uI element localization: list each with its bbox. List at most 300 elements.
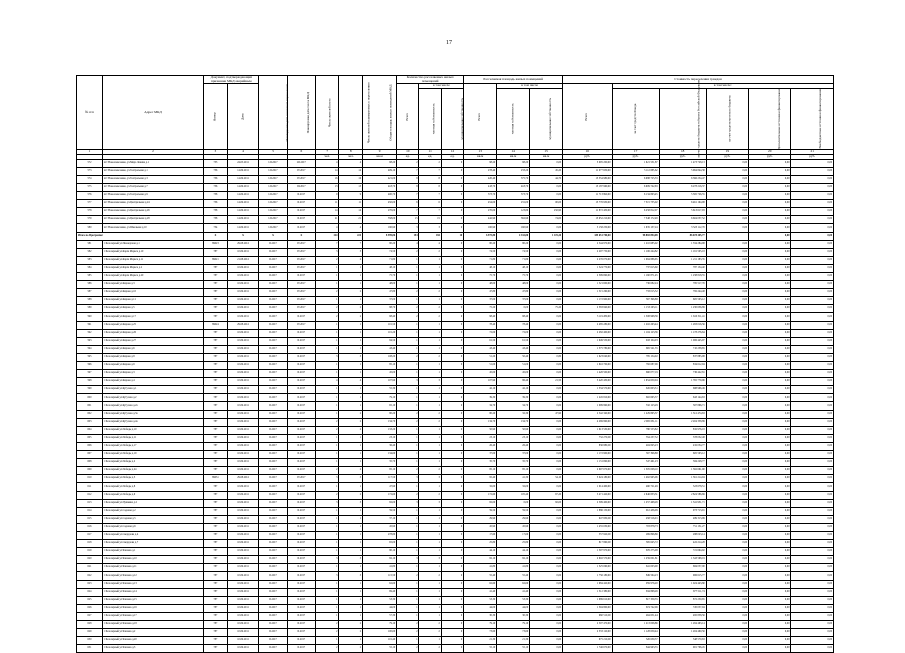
table-cell: 0,00	[706, 459, 748, 467]
table-cell: 115,50	[363, 572, 397, 580]
table-cell: 1 178 276,64	[659, 329, 706, 337]
table-cell: 13	[339, 183, 363, 191]
table-cell: 1	[397, 588, 419, 596]
table-cell: 0,00	[706, 604, 748, 612]
table-cell: 43,40	[464, 345, 497, 353]
table-cell: 959 976,20	[612, 580, 659, 588]
table-cell: 0,00	[749, 491, 791, 499]
table-cell: 2 383 840,00	[563, 305, 612, 313]
table-row	[77, 394, 834, 402]
table-cell: 1	[419, 386, 441, 394]
table-cell: 3 119 280,00	[563, 313, 612, 321]
table-cell: II.2017	[287, 192, 315, 200]
table-cell: 0,00	[791, 410, 834, 418]
table-cell: 1 210 685,02	[612, 240, 659, 248]
table-cell: 1	[339, 394, 363, 402]
table-cell: 73,60	[497, 629, 530, 637]
table-cell: 10.09.2011	[227, 402, 259, 410]
table-cell: 100,60	[363, 629, 397, 637]
table-cell: 0,00	[706, 612, 748, 620]
table-cell: 80,20	[464, 240, 497, 248]
column-number: 4	[227, 150, 259, 155]
table-cell: 586	[77, 281, 103, 289]
data-table	[76, 75, 834, 653]
table-cell: 1	[339, 540, 363, 548]
table-cell: 1	[339, 523, 363, 531]
table-cell: II.2017	[259, 604, 287, 612]
table-cell: 1	[419, 596, 441, 604]
table-cell: г Белозерный ул.Победы д.19	[102, 451, 203, 459]
table-cell: 418,70	[363, 183, 397, 191]
table-cell: 1 473 728,13	[659, 159, 706, 167]
table-cell: 71,80	[497, 256, 530, 264]
table-cell: 2	[397, 491, 419, 499]
table-cell: 787	[204, 491, 228, 499]
table-cell: 0,00	[706, 264, 748, 272]
table-cell: 912 436,09	[612, 507, 659, 515]
table-cell: IV.2017	[287, 297, 315, 305]
table-cell: 0,00	[791, 540, 834, 548]
table-cell: 787	[204, 451, 228, 459]
table-cell: 0,00	[530, 596, 563, 604]
table-cell: II.2017	[259, 337, 287, 345]
resettlement-table	[76, 75, 834, 650]
table-cell: 943 104,03	[612, 337, 659, 345]
column-number: 13	[464, 150, 497, 155]
table-cell: 0,00	[706, 645, 748, 653]
table-cell: 604	[77, 426, 103, 434]
table-cell: 0,00	[530, 313, 563, 321]
table-cell: 0,00	[706, 580, 748, 588]
table-row	[77, 467, 834, 475]
table-cell: II.2017	[287, 621, 315, 629]
table-cell: 0	[441, 612, 463, 620]
table-cell: 0	[441, 580, 463, 588]
table-cell: 10.09.2011	[227, 548, 259, 556]
table-cell: 10.09.2011	[227, 515, 259, 523]
table-cell: 787	[204, 515, 228, 523]
table-cell: 837 885,98	[659, 353, 706, 361]
table-cell: 7 315 735,02	[612, 200, 659, 208]
table-cell: 0,00	[791, 159, 834, 167]
table-cell: 10.09.2011	[227, 531, 259, 539]
table-cell: 0,00	[791, 345, 834, 353]
table-cell: 2 602 570,00	[563, 556, 612, 564]
table-row	[77, 353, 834, 361]
table-cell: II.2017	[259, 491, 287, 499]
table-cell: II.2017	[259, 556, 287, 564]
table-cell: 1 229 865,37	[612, 410, 659, 418]
table-cell: 0,00	[706, 248, 748, 256]
table-cell: 817 359,35	[612, 596, 659, 604]
table-cell: 584 228,77	[659, 459, 706, 467]
table-cell: 0,00	[749, 580, 791, 588]
table-cell: 2 065 631,11	[612, 418, 659, 426]
table-cell: 3	[397, 378, 419, 386]
column-number: 3	[204, 150, 228, 155]
table-cell: 231,00	[497, 200, 530, 208]
table-cell: 0,00	[530, 523, 563, 531]
table-cell: 0,00	[791, 264, 834, 272]
table-cell: 0,00	[791, 353, 834, 361]
table-row	[77, 499, 834, 507]
table-cell: 89023	[204, 240, 228, 248]
table-cell: 587	[77, 289, 103, 297]
table-cell: 1 312 380,00	[563, 588, 612, 596]
table-cell: 0,00	[706, 499, 748, 507]
table-cell: 720 057,94	[659, 604, 706, 612]
table-cell: 0,00	[791, 256, 834, 264]
table-cell: 0,00	[530, 556, 563, 564]
table-cell: 787	[204, 305, 228, 313]
header-rooms-private: частная собственность	[419, 89, 441, 150]
table-cell: 787	[204, 248, 228, 256]
table-cell: 0	[441, 540, 463, 548]
table-cell: 0	[441, 418, 463, 426]
table-cell: 1	[397, 434, 419, 442]
table-cell: 2	[419, 410, 441, 418]
table-cell: 10.09.2011	[227, 507, 259, 515]
table-cell: 1	[315, 264, 339, 272]
total-cell: X	[259, 232, 287, 240]
table-cell: 0,00	[749, 442, 791, 450]
table-cell: 15	[397, 216, 419, 224]
table-cell: 0,00	[749, 175, 791, 183]
table-cell: 787	[204, 353, 228, 361]
table-cell: 0	[441, 451, 463, 459]
table-cell: 1	[339, 321, 363, 329]
table-cell: 736	[204, 167, 228, 175]
table-cell: 1	[419, 264, 441, 272]
table-cell: 42,10	[497, 386, 530, 394]
table-cell: 21.08.2012	[227, 256, 259, 264]
table-cell: 1 283 016,56	[659, 321, 706, 329]
table-cell: 432 034,77	[659, 442, 706, 450]
table-row	[77, 240, 834, 248]
header-num: № п/п	[77, 76, 103, 150]
table-cell: 10.09.2011	[227, 394, 259, 402]
table-cell: 0,00	[749, 248, 791, 256]
table-cell: 0,00	[706, 629, 748, 637]
table-cell: 0,00	[749, 240, 791, 248]
table-cell: 1	[315, 297, 339, 305]
table-cell: 1 515 260,00	[563, 289, 612, 297]
table-cell: 10.09.2011	[227, 629, 259, 637]
table-cell: 1	[315, 580, 339, 588]
table-cell: 1	[419, 281, 441, 289]
table-cell: 0	[441, 556, 463, 564]
unit-cell: кв.м	[464, 154, 497, 159]
table-cell: 0,00	[530, 192, 563, 200]
table-cell: 0,00	[706, 394, 748, 402]
table-cell: 11 713 990,00	[563, 192, 612, 200]
table-cell: IV.2017	[287, 240, 315, 248]
table-cell: 82,10	[497, 556, 530, 564]
table-cell: 0,00	[791, 621, 834, 629]
table-cell: 62,60	[363, 580, 397, 588]
table-cell: 1	[315, 362, 339, 370]
table-row	[77, 475, 834, 483]
table-cell: 1 099 990,00	[563, 402, 612, 410]
table-cell: 577	[77, 200, 103, 208]
table-cell: 98,40	[464, 313, 497, 321]
table-cell: 607	[77, 451, 103, 459]
table-cell: 55,40	[464, 572, 497, 580]
table-cell: 2	[339, 256, 363, 264]
table-cell: 0,00	[706, 540, 748, 548]
table-cell: 0,00	[706, 386, 748, 394]
table-cell: 7 348 172,48	[612, 216, 659, 224]
table-cell: 378 032,48	[659, 434, 706, 442]
table-cell: 454,00	[464, 200, 497, 208]
table-cell: 0,00	[749, 272, 791, 280]
table-cell: 588	[77, 297, 103, 305]
table-cell: 89021	[204, 256, 228, 264]
table-cell: 2	[339, 491, 363, 499]
table-cell: 0,00	[749, 216, 791, 224]
table-cell: 1	[397, 329, 419, 337]
table-cell: 2	[339, 426, 363, 434]
table-cell: 47,80	[363, 289, 397, 297]
table-cell: 101,20	[363, 329, 397, 337]
table-cell: 611	[77, 483, 103, 491]
table-cell: 59,50	[363, 507, 397, 515]
table-cell: 0,00	[530, 224, 563, 232]
table-cell: 10.09.2011	[227, 604, 259, 612]
table-cell: 73,60	[464, 629, 497, 637]
table-cell: II.2017	[259, 297, 287, 305]
table-cell: 0	[441, 621, 463, 629]
table-cell: 3	[397, 475, 419, 483]
table-cell: II.2017	[259, 426, 287, 434]
table-cell: 5 964 844,38	[659, 167, 706, 175]
table-cell: 1	[397, 370, 419, 378]
table-body	[77, 159, 834, 653]
table-cell: 751 151,27	[659, 523, 706, 531]
total-cell: 185 651 700,00	[563, 232, 612, 240]
table-cell: 98,40	[363, 313, 397, 321]
table-cell: 55,10	[497, 645, 530, 653]
table-cell: 1	[315, 596, 339, 604]
table-cell: 8	[419, 175, 441, 183]
table-cell: 1 325 060,00	[563, 564, 612, 572]
table-cell: 0	[441, 515, 463, 523]
table-cell: 10.09.2011	[227, 434, 259, 442]
table-cell: 2	[419, 418, 441, 426]
table-cell: 1	[397, 426, 419, 434]
table-cell: 6 988 725,53	[612, 175, 659, 183]
table-row	[77, 548, 834, 556]
table-cell: 0,00	[749, 200, 791, 208]
table-cell: 288 023,14	[659, 531, 706, 539]
table-cell: II.2017	[287, 467, 315, 475]
table-cell: 23,10	[363, 434, 397, 442]
table-cell: 578	[77, 208, 103, 216]
table-cell: 0,00	[530, 515, 563, 523]
table-cell: 2	[419, 629, 441, 637]
table-cell: 45,20	[530, 167, 563, 175]
column-number: 19	[706, 150, 748, 155]
table-cell: 25,80	[464, 540, 497, 548]
table-cell: 787	[204, 612, 228, 620]
table-cell: 1 341 931,71	[659, 499, 706, 507]
table-cell: 75,70	[363, 272, 397, 280]
table-cell: 2	[315, 418, 339, 426]
table-cell: II.2017	[287, 491, 315, 499]
table-cell: II.2017	[259, 548, 287, 556]
table-cell: 10.09.2011	[227, 556, 259, 564]
table-cell: II.2017	[287, 272, 315, 280]
table-cell: 420,40	[464, 175, 497, 183]
table-cell: 4	[397, 240, 419, 248]
table-cell: г Белозерный ул.Кирова д.9	[102, 362, 203, 370]
table-cell: 1 394 800,00	[563, 604, 612, 612]
table-cell: 1	[419, 531, 441, 539]
table-cell: 2 204 358,89	[659, 418, 706, 426]
table-cell: 0,00	[749, 588, 791, 596]
table-cell: 674 742,06	[612, 604, 659, 612]
table-cell: 41,80	[363, 564, 397, 572]
table-cell: 665 541,35	[612, 345, 659, 353]
table-cell: 348 570,63	[659, 637, 706, 645]
table-cell: 1	[339, 337, 363, 345]
table-cell: 0,00	[706, 192, 748, 200]
table-cell: 10.09.2011	[227, 289, 259, 297]
table-cell: 1	[397, 394, 419, 402]
table-row	[77, 208, 834, 216]
table-cell: 787	[204, 621, 228, 629]
table-cell: 0,00	[791, 167, 834, 175]
table-cell: 576	[77, 192, 103, 200]
table-cell: 8	[419, 183, 441, 191]
table-cell: 780 553,82	[612, 426, 659, 434]
table-cell: 7	[397, 167, 419, 175]
table-cell: 29,90	[497, 515, 530, 523]
table-cell: 631	[77, 645, 103, 653]
table-cell: 1 204 460,56	[659, 629, 706, 637]
total-cell: 10	[441, 232, 463, 240]
table-cell: 1	[339, 564, 363, 572]
table-cell: 2	[339, 418, 363, 426]
table-cell: 832 976,18	[659, 426, 706, 434]
table-cell: 787	[204, 637, 228, 645]
table-cell: 1 245 810,00	[563, 394, 612, 402]
table-cell: 3	[315, 499, 339, 507]
table-cell: 1	[397, 297, 419, 305]
table-cell: г Белозерный ул.Кирова д.4	[102, 378, 203, 386]
table-cell: 0,00	[706, 272, 748, 280]
table-cell: 7	[397, 192, 419, 200]
header-residents-planned: Число жителей планируемых к переселению	[339, 76, 363, 150]
table-cell: I.II.2017	[259, 208, 287, 216]
table-cell: 625	[77, 596, 103, 604]
table-cell: 599	[77, 386, 103, 394]
table-cell: 37,00	[497, 297, 530, 305]
table-cell: IV.2017	[287, 305, 315, 313]
table-cell: 47,80	[464, 289, 497, 297]
table-cell: 2	[419, 305, 441, 313]
header-area-group: Расселяемая площадь жилых помещений	[464, 76, 563, 84]
table-cell: 10.09.2011	[227, 313, 259, 321]
column-number: 15	[530, 150, 563, 155]
table-cell: г Белозерный ул.Кирова д.5	[102, 305, 203, 313]
table-cell: 6 461 194,98	[659, 200, 706, 208]
table-cell: 2	[339, 410, 363, 418]
table-cell: 641 003,00	[612, 564, 659, 572]
table-cell: 0	[441, 183, 463, 191]
table-cell: 17,60	[497, 531, 530, 539]
table-cell: II.2017	[259, 580, 287, 588]
table-cell: 3	[397, 224, 419, 232]
table-cell: II.2017	[259, 483, 287, 491]
header-cost-total: Всего	[563, 84, 612, 150]
table-cell: 23,10	[464, 434, 497, 442]
table-cell: 14	[339, 208, 363, 216]
table-cell: II.2017	[287, 548, 315, 556]
table-cell: 0,00	[791, 418, 834, 426]
table-cell: 1	[419, 337, 441, 345]
table-cell: 782 244,48	[659, 289, 706, 297]
table-cell: г Белозерный ул.Садовая д.6	[102, 523, 203, 531]
table-cell: 0,00	[791, 402, 834, 410]
table-row	[77, 645, 834, 653]
table-cell: 21	[315, 216, 339, 224]
table-cell: 30,30	[497, 612, 530, 620]
table-cell: 82,00	[363, 499, 397, 507]
table-cell: 1	[339, 548, 363, 556]
table-cell: 1	[397, 451, 419, 459]
table-cell: II.2017	[287, 200, 315, 208]
table-cell: 55,40	[497, 572, 530, 580]
table-cell: II.2017	[287, 224, 315, 232]
column-number: 11	[419, 150, 441, 155]
table-cell: 79,10	[363, 621, 397, 629]
table-cell: 787	[204, 645, 228, 653]
table-cell: г Белозерный ул.Чапаева д.17	[102, 612, 203, 620]
table-cell: 2	[419, 645, 441, 653]
total-cell: X	[204, 232, 228, 240]
table-cell: II.2017	[287, 216, 315, 224]
page-number: 17	[446, 40, 452, 46]
table-cell: 1	[315, 281, 339, 289]
table-cell: 0,00	[749, 467, 791, 475]
table-cell: 61,50	[464, 337, 497, 345]
table-cell: 1	[397, 523, 419, 531]
table-cell: 0,00	[791, 175, 834, 183]
table-cell: 85,10	[464, 467, 497, 475]
table-cell: 690 077,19	[612, 370, 659, 378]
table-cell: пгт Новоалексеевка, ул.Мира Ленина д.1	[102, 159, 203, 167]
table-cell: 1 343 568,19	[659, 556, 706, 564]
table-cell: 3	[339, 475, 363, 483]
table-cell: 0,00	[706, 289, 748, 297]
column-number: 7	[315, 150, 339, 155]
table-cell: 51,00	[497, 362, 530, 370]
table-cell: 44,10	[464, 548, 497, 556]
table-cell: 2	[397, 353, 419, 361]
table-cell: III.2017	[287, 183, 315, 191]
table-cell: 817 860,00	[563, 540, 612, 548]
table-cell: 605	[77, 434, 103, 442]
table-cell: г Белозерный ул.Кирова д.8	[102, 353, 203, 361]
table-cell: 48,00	[363, 281, 397, 289]
table-cell: 1	[419, 507, 441, 515]
table-cell: 458 516,01	[612, 515, 659, 523]
table-cell: г Белозерный ул.Кирова д.27	[102, 337, 203, 345]
table-cell: IV.2017	[287, 175, 315, 183]
table-cell: 573	[77, 167, 103, 175]
table-row	[77, 507, 834, 515]
